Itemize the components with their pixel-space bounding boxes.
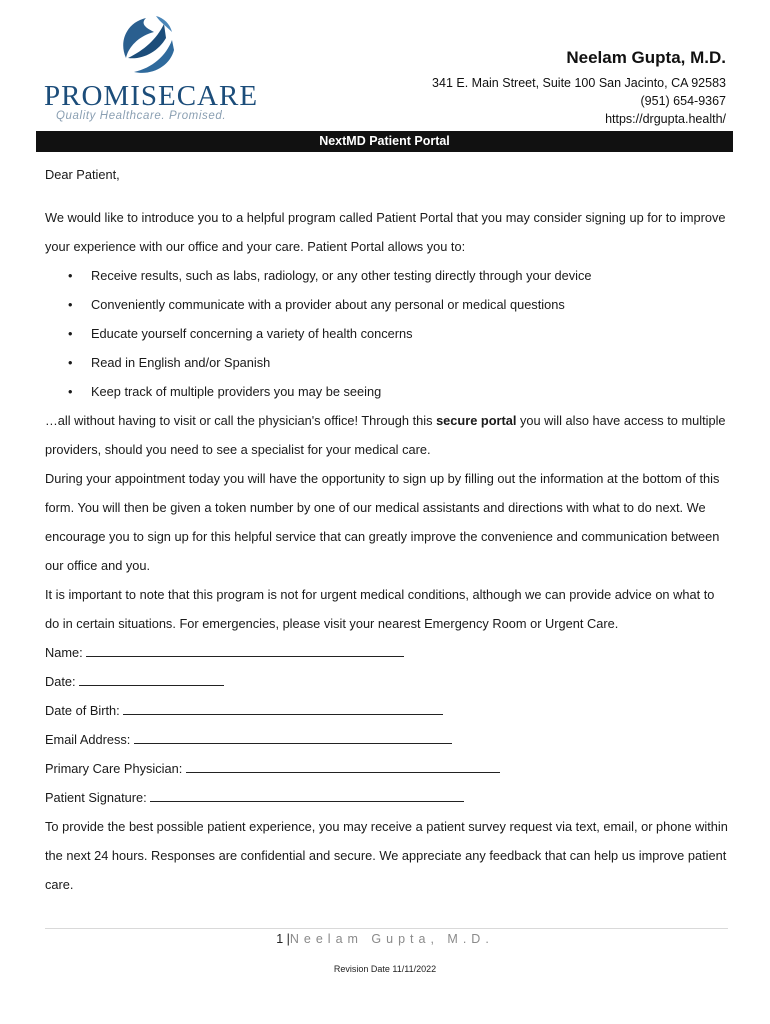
logo-wordmark: PROMISECARE: [44, 80, 259, 112]
title-banner: NextMD Patient Portal: [36, 131, 733, 152]
intro-paragraph: We would like to introduce you to a helpful program called Patient Portal that you may consider signing up for to improve your experience with our office and your care. Patient Portal allows you to:: [45, 210, 726, 254]
address: 341 E. Main Street, Suite 100 San Jacinto, CA 92583: [432, 76, 726, 90]
date-field[interactable]: [79, 671, 224, 686]
footer-divider: [45, 928, 728, 929]
pcp-field[interactable]: [186, 758, 500, 773]
name-field[interactable]: [86, 642, 404, 657]
signature-field[interactable]: [150, 787, 464, 802]
secure-portal-emphasis: secure portal: [436, 413, 517, 428]
survey-paragraph: To provide the best possible patient experience, you may receive a patient survey request via text, email, or phone within the next 24 hours. Responses are confidential and secure. We appreciate any feedback that can help us improve patient care.: [45, 819, 728, 892]
signature-label: Patient Signature:: [45, 790, 147, 805]
website-link[interactable]: https://drgupta.health/: [605, 112, 726, 126]
date-field-row: [45, 667, 730, 696]
doctor-name: Neelam Gupta, M.D.: [566, 48, 726, 67]
email-field-row: [45, 725, 730, 754]
bullet-icon: •: [68, 384, 73, 399]
name-label: Name:: [45, 645, 83, 660]
swirl-logo-icon: [116, 14, 178, 78]
promisecare-logo: [44, 14, 259, 124]
dob-field[interactable]: [123, 700, 443, 715]
dob-label: Date of Birth:: [45, 703, 120, 718]
logo-tagline: Quality Healthcare. Promised.: [56, 110, 227, 122]
greeting: Dear Patient,: [45, 167, 120, 182]
name-field-row: [45, 638, 730, 667]
signup-form: [45, 638, 730, 812]
phone: (951) 654-9367: [640, 94, 726, 108]
feature-list: [45, 261, 730, 406]
bullet-icon: •: [68, 297, 73, 312]
letter-body: [45, 160, 730, 899]
page-number: 1: [276, 932, 284, 946]
list-item: • Receive results, such as labs, radiology, or any other testing directly through your device: [45, 261, 730, 290]
list-item: • Educate yourself concerning a variety of health concerns: [45, 319, 730, 348]
email-field[interactable]: [134, 729, 452, 744]
signature-field-row: [45, 783, 730, 812]
urgent-note-paragraph: It is important to note that this program is not for urgent medical conditions, although we can provide advice on what to do in certain situations. For emergencies, please visit your nearest Emergency Room or Urgent Care.: [45, 587, 715, 631]
contact-block: [432, 74, 726, 128]
secure-portal-paragraph: …all without having to visit or call the physician's office! Through this secure portal you will also have access to multiple providers, should you need to see a specialist for your medical care.: [45, 413, 726, 457]
list-item: • Keep track of multiple providers you may be seeing: [45, 377, 730, 406]
date-label: Date:: [45, 674, 76, 689]
email-label: Email Address:: [45, 732, 131, 747]
dob-field-row: [45, 696, 730, 725]
signup-paragraph: During your appointment today you will have the opportunity to sign up by filling out the information at the bottom of this form. You will then be given a token number by one of our medical assistants and directions with what to do next. We encourage you to sign up for this helpful service that can greatly improve the convenience and communication between our office and you.: [45, 471, 720, 573]
revision-date: Revision Date 11/11/2022: [333, 964, 437, 974]
page-separator: |: [286, 932, 290, 946]
page-footer: [0, 932, 770, 946]
bullet-icon: •: [68, 268, 73, 283]
list-item: • Read in English and/or Spanish: [45, 348, 730, 377]
list-item: • Conveniently communicate with a provider about any personal or medical questions: [45, 290, 730, 319]
bullet-icon: •: [68, 326, 73, 341]
footer-doctor-name: Neelam Gupta, M.D.: [289, 932, 494, 946]
bullet-icon: •: [68, 355, 73, 370]
pcp-field-row: [45, 754, 730, 783]
pcp-label: Primary Care Physician:: [45, 761, 183, 776]
